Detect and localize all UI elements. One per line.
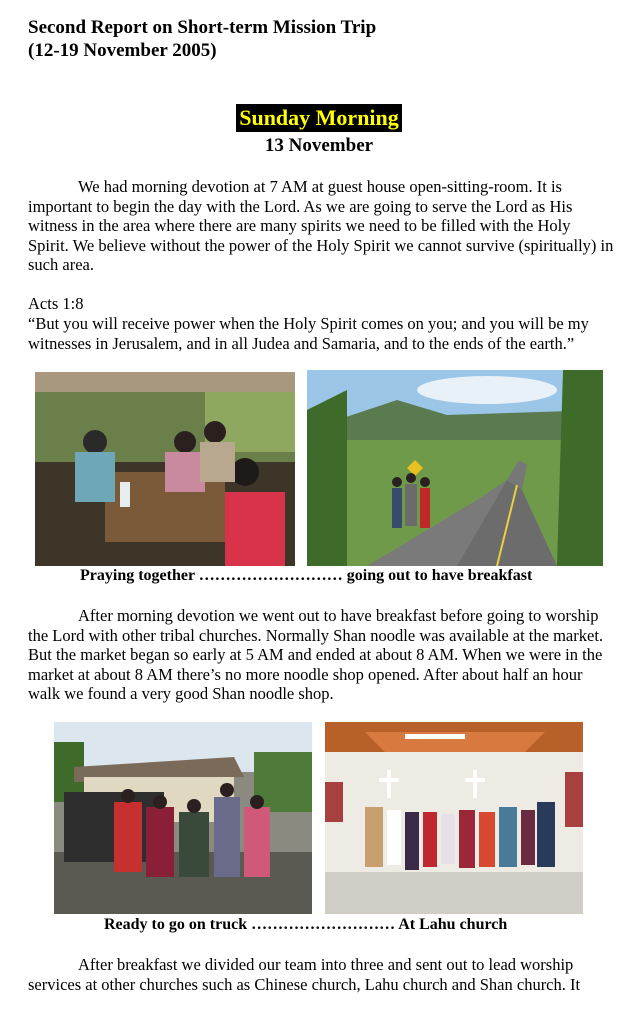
- photo-road-walk: [307, 370, 603, 566]
- photo-praying-together: [35, 372, 295, 566]
- paragraph-devotion-text: We had morning devotion at 7 AM at guest house open-sitting-room. It is important to begin the day with the Lord. As we are going to serve the Lord as His witness in the area where there are many spirits we need to be filled with the Holy Spirit. We believe without the power of the Holy Spirit we cannot survive (spiritually) in such area.: [28, 177, 614, 274]
- paragraph-divided-team: [28, 955, 614, 994]
- paragraph-devotion: [28, 177, 614, 275]
- photo-lahu-church: [325, 722, 583, 914]
- scripture-reference: Acts 1:8: [28, 294, 84, 313]
- section-heading-text: Sunday Morning: [236, 104, 402, 132]
- section-heading: [0, 104, 638, 132]
- title-line-1: Second Report on Short-term Mission Trip: [28, 17, 377, 38]
- paragraph-breakfast: [28, 606, 614, 704]
- section-date: 13 November: [264, 135, 374, 156]
- caption-row-1: Praying together ……………………… going out to have breakfast: [80, 567, 533, 584]
- document-title: [28, 16, 376, 62]
- paragraph-breakfast-text: After morning devotion we went out to have breakfast before going to worship the Lord with other tribal churches. Normally Shan noodle was available at the market. But the market began so early at 5 AM and ended at about 8 AM. When we were in the market at about 8 AM there’s no more noodle shop opened. After about half an hour walk we found a very good Shan noodle shop.: [28, 606, 604, 703]
- caption-row-2: Ready to go on truck ……………………… At Lahu church: [104, 916, 508, 933]
- photo-truck-group: [54, 722, 312, 914]
- title-line-2: (12-19 November 2005): [28, 40, 217, 61]
- scripture-quote: “But you will receive power when the Holy Spirit comes on you; and you will be my witnesses in Jerusalem, and in all Judea and Samaria, and to the ends of the earth.”: [28, 314, 589, 353]
- paragraph-divided-team-text: After breakfast we divided our team into three and sent out to lead worship services at other churches such as Chinese church, Lahu church and Shan church. It: [28, 955, 581, 994]
